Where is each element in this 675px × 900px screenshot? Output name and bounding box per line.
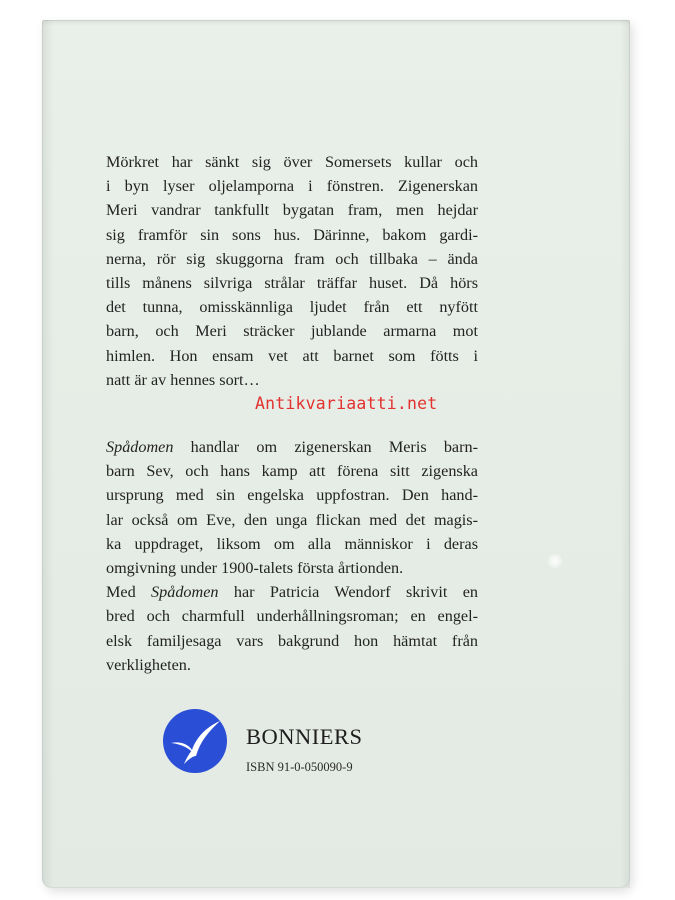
blurb-line: barn Sev, och hans kamp att förena sitt zigenska <box>106 462 478 481</box>
blurb-line: ka uppdraget, liksom om alla människor i deras <box>106 534 478 553</box>
blurb-paragraph-2 <box>106 435 478 580</box>
blurb-line: natt är av hennes sort… <box>106 370 260 389</box>
blurb-line: himlen. Hon ensam vet att barnet som fötts i <box>106 346 478 365</box>
blurb-line: Mörkret har sänkt sig över Somersets kullar och <box>106 153 478 171</box>
bonniers-swallow-logo-icon <box>162 708 228 774</box>
isbn-number: ISBN 91-0-050090-9 <box>246 760 353 774</box>
blurb-fragment: har Patricia Wendorf skrivit en <box>218 583 479 602</box>
blurb-line: i byn lyser oljelamporna i fönstren. Zigenerskan <box>106 177 478 196</box>
blurb-line <box>106 580 478 604</box>
book-title-italic: Spådomen <box>106 438 174 457</box>
light-reflection <box>548 554 562 568</box>
blurb-line: bred och charmfull underhållningsroman; en engel- <box>106 607 478 626</box>
blurb-line: sig framför sin sons hus. Därinne, bakom gardi- <box>106 225 478 244</box>
watermark-text: Antikvariaatti.net <box>255 394 438 413</box>
blurb-paragraph-3 <box>106 580 478 677</box>
blurb-line: lar också om Eve, den unga flickan med det magis- <box>106 510 478 529</box>
blurb-line: elsk familjesaga vars bakgrund hon hämtat från <box>106 631 478 650</box>
blurb-line: verkligheten. <box>106 655 191 674</box>
blurb-line: barn, och Meri sträcker jublande armarna mot <box>106 322 478 341</box>
book-title-italic: Spådomen <box>151 583 219 602</box>
blurb-fragment: Med <box>106 583 152 602</box>
right-edge-shadow <box>620 20 630 888</box>
blurb-line: ursprung med sin engelska uppfostran. Den hand- <box>106 486 478 505</box>
publisher-name: BONNIERS <box>246 724 363 749</box>
blurb-line: tills månens silvriga strålar träffar huset. Då hörs <box>106 274 478 293</box>
blurb-text <box>106 150 478 677</box>
blurb-line: Meri vandrar tankfullt bygatan fram, men hejdar <box>106 201 478 220</box>
blurb-line <box>106 435 478 459</box>
blurb-paragraph-1 <box>106 150 478 392</box>
blurb-line: det tunna, omisskännliga ljudet från ett nyfött <box>106 298 478 317</box>
spine-shadow <box>42 20 54 888</box>
blurb-fragment: handlar om zigenerskan Meris barn- <box>173 438 478 457</box>
blurb-line: nerna, rör sig skuggorna fram och tillbaka – ända <box>106 249 478 268</box>
top-edge-shadow <box>42 20 630 26</box>
blurb-line: omgivning under 1900-talets första årtionden. <box>106 559 404 578</box>
